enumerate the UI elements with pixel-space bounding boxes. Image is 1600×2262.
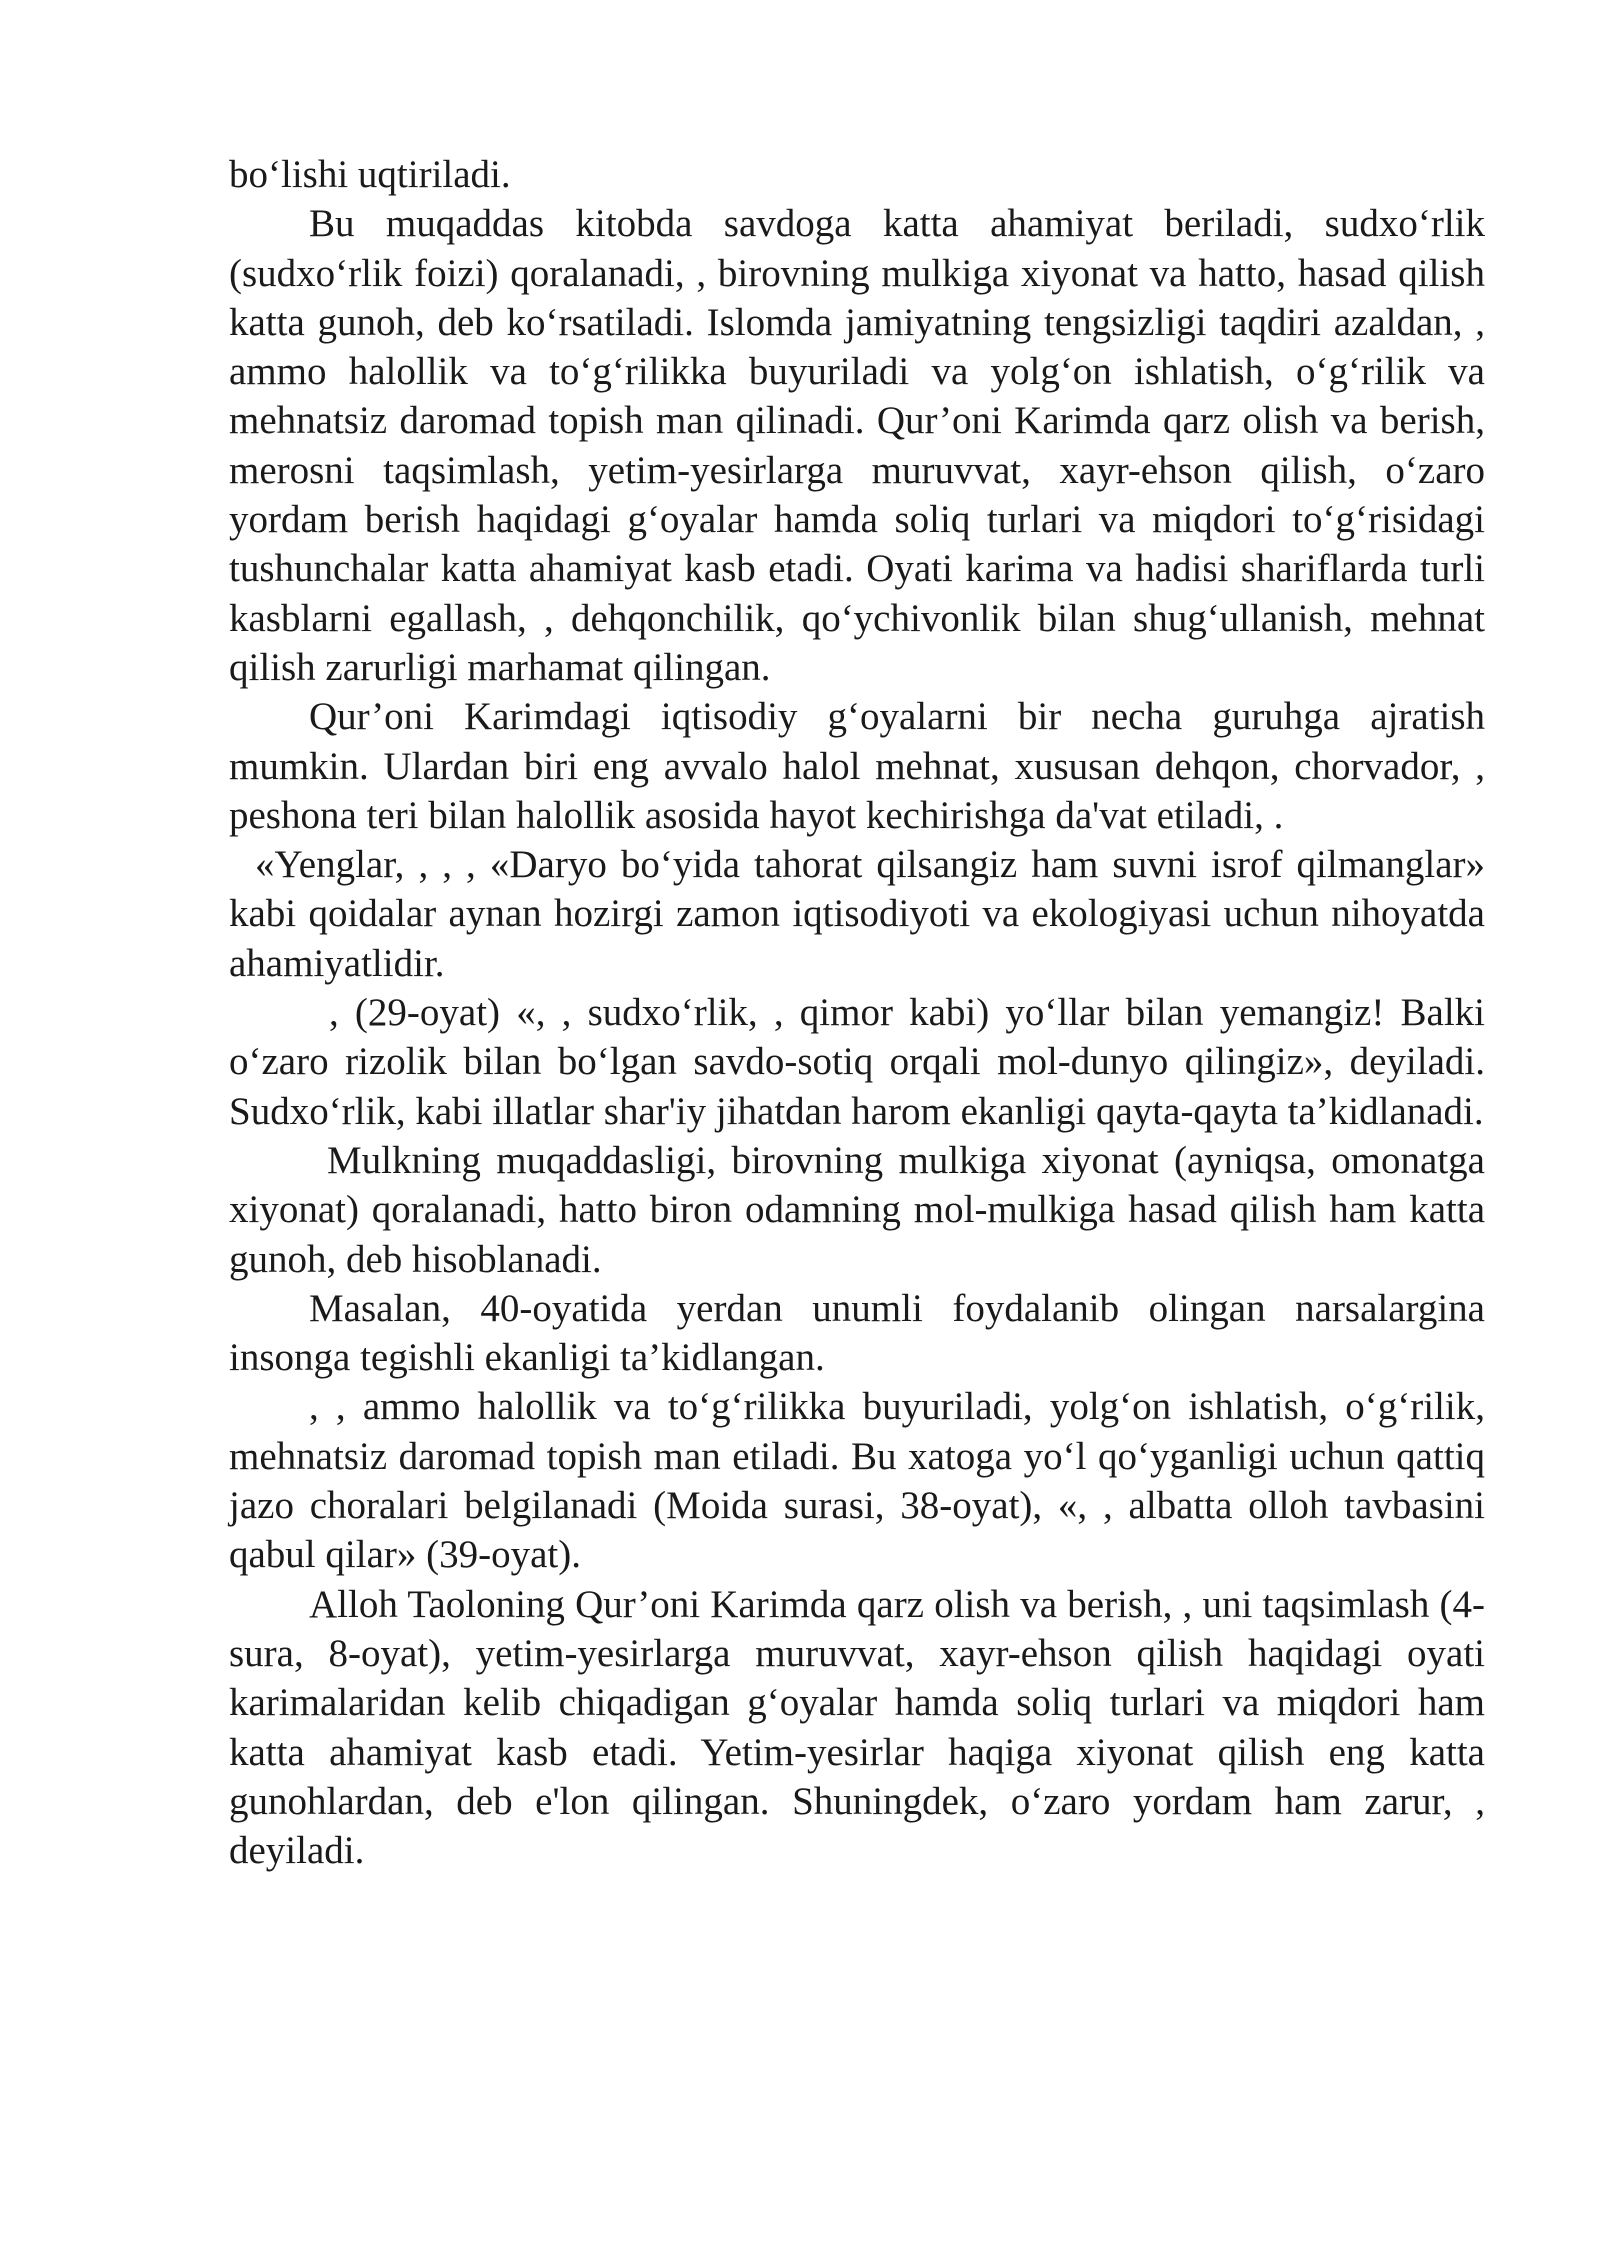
paragraph-debt-inheritance: Alloh Taoloning Qur’oni Karimda qarz olish va berish, , uni taqsimlash (4-sura, 8-oyat), yetim-yesirlarga muruvvat, xayr-ehson qilish haqidagi oyati karimalaridan kelib chiqadigan g‘oyalar hamda soliq turlari va miqdori ham katta ahamiyat kasb etadi. Yetim-yesirlar haqiga xiyonat qilish eng katta gunohlardan, deb e'lon qilingan. Shuningdek, o‘zaro yordam ham zarur, , deyiladi. <box>229 1582 1485 1873</box>
paragraph-usury: , (29-oyat) «, , sudxo‘rlik, , qimor kabi) yo‘llar bilan yemangiz! Balki o‘zaro rizolik bilan bo‘lgan savdo-sotiq orqali mol-dunyo qilingiz», deyiladi. Sudxo‘rlik, kabi illatlar shar'iy jihatdan harom ekanligi qayta-qayta ta’kidlanadi. <box>229 991 1485 1133</box>
paragraph-economic-ideas: Qur’oni Karimdagi iqtisodiy g‘oyalarni bir necha guruhga ajratish mumkin. Ulardan biri eng avvalo halol mehnat, xususan dehqon, chorvador, , peshona teri bilan halollik asosida hayot kechirishga da'vat etiladi, . <box>229 695 1485 837</box>
paragraph-continuation: bo‘lishi uqtiriladi. <box>229 153 511 196</box>
paragraph-trade-importance: Bu muqaddas kitobda savdoga katta ahamiyat beriladi, sudxo‘rlik (sudxo‘rlik foizi) qoralanadi, , birovning mulkiga xiyonat va hatto, hasad qilish katta gunoh, deb ko‘rsatiladi. Islomda jamiyatning tengsizligi taqdiri azaldan, , ammo halollik va to‘g‘rilikka buyuriladi va yolg‘on ishlatish, o‘g‘rilik va mehnatsiz daromad topish man qilinadi. Qur’oni Karimda qarz olish va berish, merosni taqsimlash, yetim-yesirlarga muruvvat, xayr-ehson qilish, o‘zaro yordam berish haqidagi g‘oyalar hamda soliq turlari va miqdori to‘g‘risidagi tushunchalar katta ahamiyat kasb etadi. Oyati karima va hadisi shariflarda turli kasblarni egallash, , dehqonchilik, qo‘ychivonlik bilan shug‘ullanish, mehnat qilish zarurligi marhamat qilingan. <box>229 202 1485 689</box>
paragraph-land-use: Masalan, 40-oyatida yerdan unumli foydalanib olingan narsalargina insonga tegishli ekanligi ta’kidlangan. <box>229 1286 1485 1380</box>
paragraph-property-sanctity: Mulkning muqaddasligi, birovning mulkiga xiyonat (ayniqsa, omonatga xiyonat) qoralanadi, hatto biron odamning mol-mulkiga hasad qilish ham katta gunoh, deb hisoblanadi. <box>229 1138 1485 1281</box>
document-page <box>229 150 1485 1875</box>
paragraph-honesty: , , ammo halollik va to‘g‘rilikka buyuriladi, yolg‘on ishlatish, o‘g‘rilik, mehnatsiz daromad topish man etiladi. Bu xatoga yo‘l qo‘yganligi uchun qattiq jazo choralari belgilanadi (Moida surasi, 38-oyat), «, , albatta olloh tavbasini qabul qilar» (39-oyat). <box>229 1385 1485 1577</box>
paragraph-rules-ecology: «Yenglar, , , , «Daryo bo‘yida tahorat qilsangiz ham suvni isrof qilmanglar» kabi qoidalar aynan hozirgi zamon iqtisodiyoti va ekologiyasi uchun nihoyatda ahamiyatlidir. <box>229 843 1485 985</box>
